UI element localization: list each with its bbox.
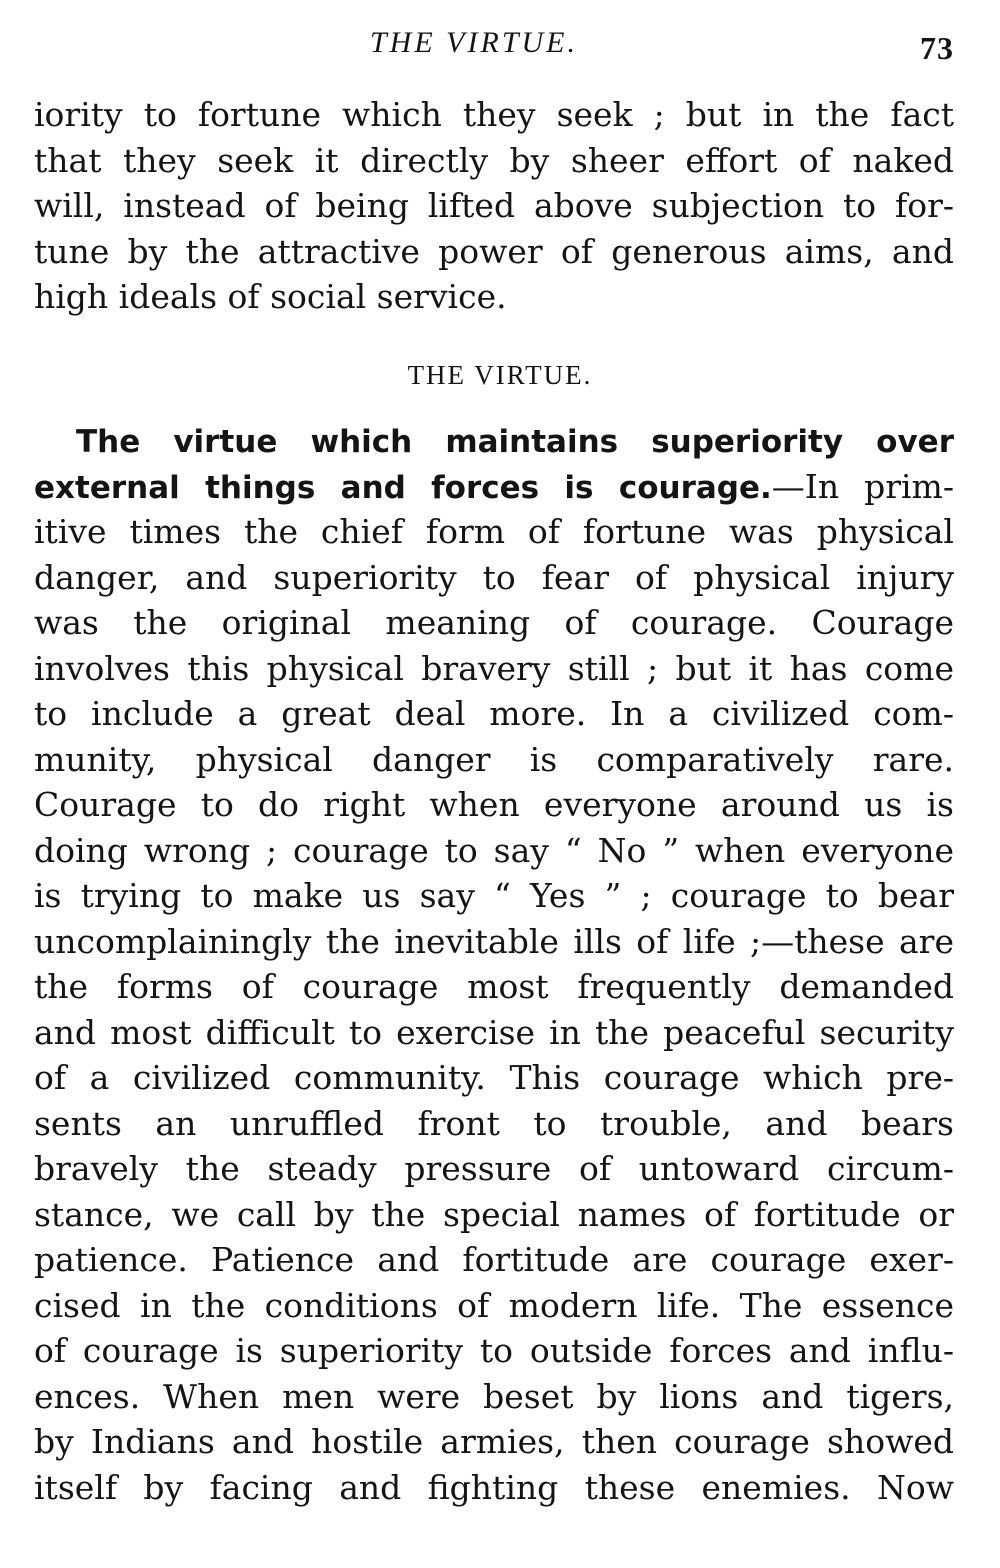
running-title: THE VIRTUE. — [370, 26, 578, 59]
text-line: sents an unruffled front to trouble, and bears — [34, 1103, 954, 1143]
text-line: of a civilized community. This courage which pre- — [34, 1058, 954, 1097]
lead-line — [34, 464, 954, 510]
text-line: doing wrong ; courage to say “ No ” when everyone — [34, 830, 954, 870]
text-line: uncomplainingly the inevitable ills of life ;—these are — [34, 921, 954, 961]
text-line: munity, physical danger is comparatively rare. — [34, 739, 954, 779]
running-head — [0, 22, 1000, 66]
lead-line-rest: —In prim- — [771, 466, 954, 506]
text-line: tune by the attractive power of generous aims, and — [34, 231, 954, 271]
text-line: bravely the steady pressure of untoward circum- — [34, 1149, 954, 1188]
page-number: 73 — [920, 30, 954, 66]
paragraph-continued — [34, 92, 954, 320]
text-line: is trying to make us say “ Yes ” ; courage to bear — [34, 876, 954, 915]
text-line: was the original meaning of courage. Courage — [34, 603, 954, 642]
lead-sentence-part-1: The virtue which maintains superiority over — [76, 424, 954, 460]
text-line: iority to fortune which they seek ; but in the fact — [34, 95, 954, 134]
text-line: stance, we call by the special names of fortitude or — [34, 1194, 954, 1234]
text-line: patience. Patience and fortitude are courage exer- — [34, 1240, 954, 1279]
text-line: Courage to do right when everyone around us is — [34, 785, 954, 824]
text-line: by Indians and hostile armies, then courage showed — [34, 1422, 954, 1461]
text-line: itself by facing and fighting these enemies. Now — [34, 1467, 954, 1507]
text-line: danger, and superiority to fear of physical injury — [34, 557, 954, 597]
text-line: and most difficult to exercise in the peaceful security — [34, 1012, 954, 1052]
text-line: that they seek it directly by sheer effort of naked — [34, 140, 954, 180]
text-line: high ideals of social service. — [34, 277, 507, 316]
text-line: the forms of courage most frequently demanded — [34, 967, 954, 1006]
text-line: of courage is superiority to outside forces and influ- — [34, 1331, 954, 1370]
lead-sentence-part-2: external things and forces is courage. — [34, 469, 772, 506]
text-line: ences. When men were beset by lions and tigers, — [34, 1376, 954, 1416]
text-line: involves this physical bravery still ; but it has come — [34, 648, 954, 688]
lead-line — [34, 418, 954, 464]
text-line: will, instead of being lifted above subjection to for- — [34, 186, 954, 225]
text-line: cised in the conditions of modern life. The essence — [34, 1285, 954, 1325]
section-heading: THE VIRTUE. — [407, 360, 593, 390]
text-line: to include a great deal more. In a civilized com- — [34, 694, 954, 733]
paragraph-virtue — [34, 418, 954, 1510]
text-line: itive times the chief form of fortune was physical — [34, 512, 954, 551]
